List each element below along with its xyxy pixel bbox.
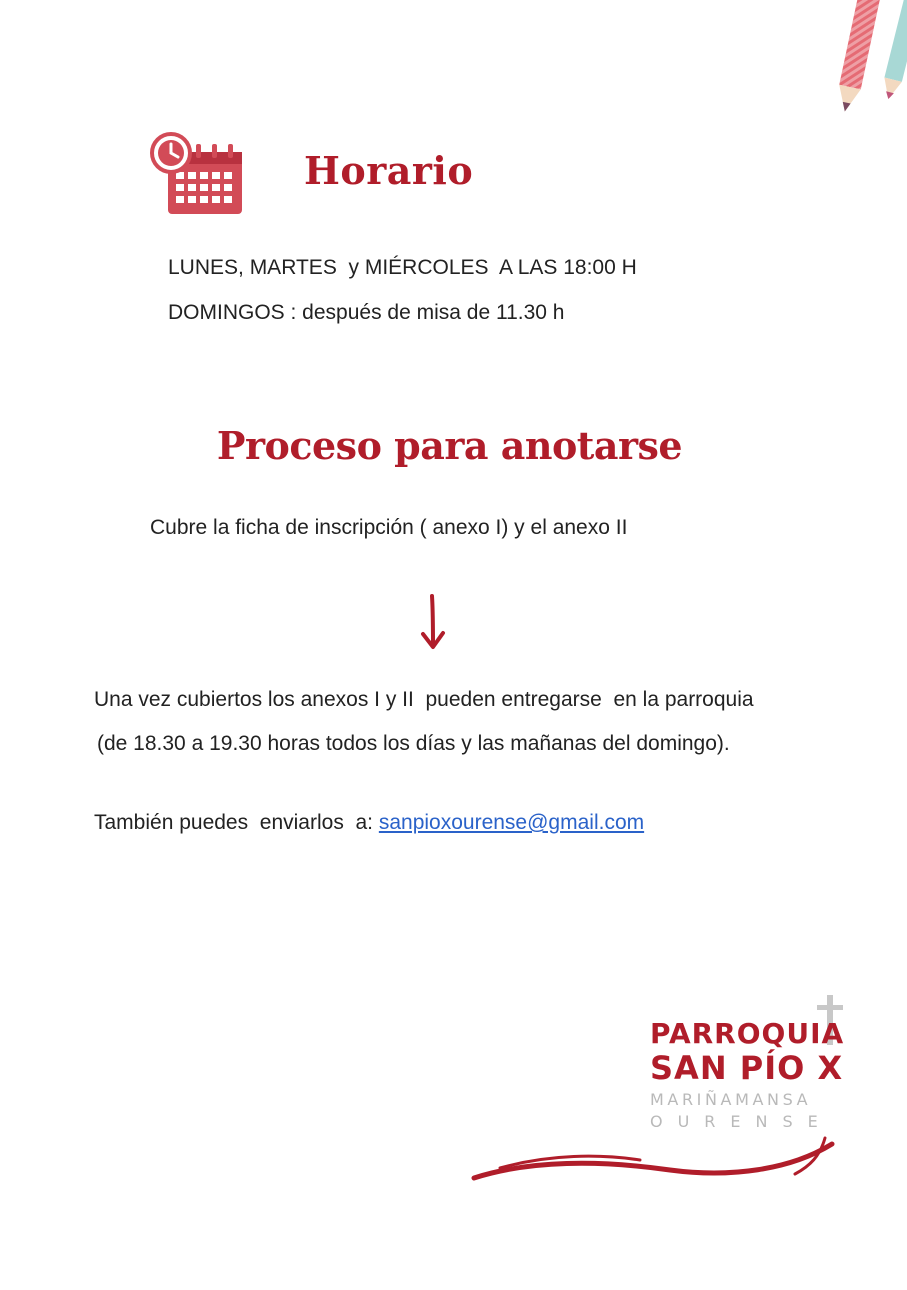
pencils-decoration — [827, 0, 907, 130]
logo-san-pio: SAN PÍO X — [650, 1049, 844, 1087]
calendar-clock-icon — [150, 132, 246, 218]
logo-marinamansa: MARIÑAMANSA — [650, 1090, 812, 1109]
logo-swoosh — [470, 1130, 840, 1190]
proceso-heading — [0, 423, 907, 468]
horario-heading: Horario — [304, 148, 474, 193]
delivery-text-line1: Una vez cubiertos los anexos I y II pueden entregarse en la parroquia — [94, 688, 754, 711]
email-instruction — [94, 811, 644, 835]
logo-parroquia: PARROQUIA — [650, 1017, 845, 1050]
parish-logo — [470, 995, 860, 1195]
logo-ourense: OURENSE — [650, 1112, 833, 1131]
schedule-weekdays: LUNES, MARTES y MIÉRCOLES A LAS 18:00 H — [168, 256, 637, 279]
step-fill-form: Cubre la ficha de inscripción ( anexo I) y el anexo II — [150, 516, 628, 539]
arrow-down-icon — [418, 592, 448, 652]
schedule-sundays: DOMINGOS : después de misa de 11.30 h — [168, 301, 565, 324]
email-link[interactable]: sanpioxourense@gmail.com — [378, 811, 645, 834]
email-prefix: También puedes enviarlos a: — [94, 811, 379, 834]
proceso-heading-text: Proceso para anotarse — [216, 423, 683, 468]
delivery-text-line2: (de 18.30 a 19.30 horas todos los días y las mañanas del domingo). — [97, 732, 730, 755]
